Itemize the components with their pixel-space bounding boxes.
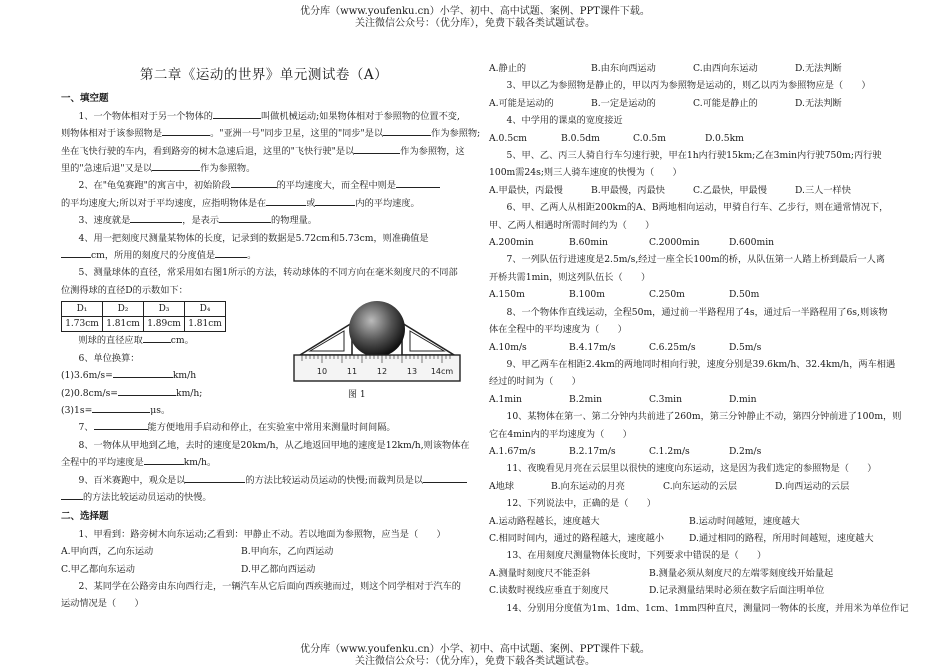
footer-line-2: 关注微信公众号：（优分库），免费下载各类试题试卷。 [355, 656, 595, 667]
text: 的方法比较运动员运动的快慢。 [83, 491, 212, 503]
ruler-label-12: 12 [376, 367, 388, 376]
header-line-2: 关注微信公众号：（优分库），免费下载各类试题试卷。 [355, 18, 595, 29]
c6-line-1: 6、甲、乙两人从相距200km的A、B两地相向运动，甲骑自行车、乙步行，则在通常情况下， [506, 202, 889, 214]
option-b[interactable]: B.测量必须从刻度尺的左端零刻度线开始量起 [649, 567, 834, 579]
option-b[interactable]: B.甲向东，乙向西运动 [241, 546, 334, 558]
c10-line-1: 10、某物体在第一、第二分钟内共前进了260m，第三分钟静止不动，第四分钟前进了100m，则 [506, 411, 902, 423]
c8-options [489, 339, 915, 356]
right-column [489, 60, 915, 617]
c13-options [489, 565, 915, 582]
q6-line-c [61, 402, 467, 419]
text: cm。 [170, 335, 194, 347]
text: (2)0.8cm/s= [61, 387, 118, 399]
q1-line-2 [61, 125, 481, 142]
footer-watermark [0, 644, 950, 668]
q7-line: 7、 能方便地用手启动和停止，在实验室中常用来测量时间间隔。 [61, 419, 467, 436]
option-b[interactable]: B.一定是运动的 [591, 97, 656, 109]
text: 则物体相对于该参照物是 [61, 128, 163, 140]
table-cell: 1.89cm [144, 317, 185, 332]
text: ，是表示 [182, 215, 220, 227]
text: 4、用一把刻度尺测量某物体的长度，记录到的数据是5.72cm和5.73cm，则准确值是 [78, 232, 429, 244]
option-c[interactable]: C.2000min [649, 237, 700, 249]
c4-question: 4、中学用的课桌的宽度接近 [506, 115, 623, 127]
c3-options [489, 95, 915, 112]
option-c[interactable]: C.可能是静止的 [693, 97, 758, 109]
text: 2、在"龟兔赛跑"的寓言中，初始阶段 [78, 180, 231, 192]
c1-options [61, 543, 467, 560]
answer-blank[interactable] [354, 143, 400, 154]
option-c[interactable]: C.乙最快，甲最慢 [693, 184, 767, 196]
c9-options [489, 391, 915, 408]
c6-line-2: 甲、乙两人相遇时所需时间约为（ ） [489, 219, 655, 231]
answer-blank[interactable] [61, 247, 91, 258]
section-choice: 二、选择题 [61, 511, 109, 523]
c5-line-2: 100m需24s;则三人骑车速度的快慢为（ ） [489, 167, 682, 179]
option-c[interactable]: C.由西向东运动 [693, 63, 758, 74]
c2-line-2: 运动情况是（ ） [61, 598, 144, 610]
option-b[interactable]: B.2min [569, 393, 603, 405]
text: 的平均速度大;所以对于平均速度，应指明物体是在 [61, 197, 267, 209]
q4-line-1 [61, 230, 467, 247]
text: (1)3.6m/s= [61, 370, 113, 382]
c4-options [489, 130, 915, 147]
q8-line-2 [61, 454, 467, 471]
text: 能方便地用手启动和停止，在实验室中常用来测量时间间隔。 [147, 422, 396, 434]
option-d[interactable]: D.5m/s [729, 341, 762, 353]
table-header-cell: D₄ [185, 302, 226, 317]
option-d[interactable]: D.0.5km [705, 132, 744, 144]
option-b[interactable]: B.由东向西运动 [591, 63, 656, 74]
ruler-label-10: 10 [316, 367, 328, 376]
option-c[interactable]: C.250m [649, 289, 685, 301]
table-header-row [62, 302, 226, 317]
table-cell: 1.81cm [103, 317, 144, 332]
header-watermark [0, 6, 950, 30]
q2-line-2 [61, 195, 467, 212]
page-title: 第二章《运动的世界》单元测试卷（A） [139, 67, 389, 83]
q1-line-3 [61, 143, 467, 160]
option-a[interactable]: A.1.67m/s [489, 445, 536, 457]
text: 。"亚洲一号"同步卫星，这里的"同步"是以 [210, 128, 384, 140]
option-b[interactable]: B.运动时间越短，速度越大 [689, 515, 800, 527]
text: 里的"急速后退"又是以 [61, 163, 153, 175]
option-a[interactable]: A.可能是运动的 [489, 97, 554, 109]
option-c[interactable]: C.向东运动的云层 [663, 480, 737, 492]
c8-line-1: 8、一个物体作直线运动，全程50m，通过前一半路程用了4s，通过后一半路程用了6s,则该物 [506, 306, 888, 318]
text: 8、一物体从甲地到乙地，去时的速度是20km/h，从乙地返回甲地的速度是12km/h,则该物体在 [78, 439, 470, 451]
option-d[interactable]: D.无法判断 [795, 97, 842, 109]
c10-options [489, 443, 915, 460]
answer-blank[interactable] [118, 385, 176, 396]
c12-options [489, 513, 915, 530]
answer-blank[interactable] [315, 195, 355, 206]
text: 1、一个物体相对于另一个物体的 [78, 110, 213, 122]
c9-line-1: 9、甲乙两车在相距2.4km的两地同时相向行驶，速度分别是39.6km/h、32.4km/h，两车相遇 [506, 358, 896, 370]
left-triangle-inner [310, 331, 344, 351]
table-header-cell: D₂ [103, 302, 144, 317]
answer-blank[interactable] [113, 367, 173, 378]
option-d[interactable]: D.甲乙都向西运动 [241, 563, 316, 575]
text: km/h [172, 370, 197, 382]
text: 坐在飞快行驶的车内，看到路旁的树木急速后退，这里的"飞快行驶"是以 [61, 145, 355, 157]
text: 6、单位换算： [78, 352, 140, 364]
c11-options [489, 478, 915, 495]
option-b[interactable]: B.60min [569, 237, 608, 249]
text: km/h; [176, 387, 203, 399]
text: cm，所用的刻度尺的分度值是 [91, 250, 216, 262]
answer-blank[interactable] [231, 177, 277, 188]
c13-options-2 [489, 582, 915, 599]
text: 或 [306, 197, 316, 209]
option-d[interactable]: D.记录测量结果时必须在数字后面注明单位 [649, 585, 825, 597]
option-d[interactable]: D.通过相同的路程，所用时间越短，速度越大 [689, 532, 874, 544]
text: 内的平均速度。 [355, 197, 420, 209]
answer-blank[interactable] [130, 212, 182, 223]
diameter-table [61, 301, 226, 332]
c10-line-2: 它在4min内的平均速度为（ ） [489, 428, 632, 440]
text: km/h。 [183, 457, 217, 469]
option-a[interactable]: A.1min [489, 393, 522, 405]
text: 的方法比较运动员运动的快慢;而裁判员是以 [245, 474, 424, 486]
option-a[interactable]: A.测量时刻度尺不能歪斜 [489, 567, 591, 579]
ball-icon [349, 301, 405, 357]
q9-line-1 [61, 472, 467, 489]
table-header-cell: D₃ [144, 302, 185, 317]
option-a[interactable]: A.运动路程越长，速度越大 [489, 515, 600, 527]
option-c[interactable]: C.读数时视线应垂直于刻度尺 [489, 585, 609, 597]
c2-options [489, 60, 915, 77]
option-a[interactable]: A.甲向西，乙向东运动 [61, 546, 154, 558]
answer-blank[interactable] [143, 332, 171, 343]
text: 的物理量。 [271, 215, 317, 227]
answer-blank[interactable] [162, 125, 210, 136]
answer-blank[interactable] [266, 195, 306, 206]
answer-blank[interactable] [219, 212, 271, 223]
c9-line-2: 经过的时间为（ ） [489, 376, 581, 388]
option-b[interactable]: B.4.17m/s [569, 341, 616, 353]
c3-question: 3、甲以乙为参照物是静止的，甲以丙为参照物是运动的，则乙以丙为参照物应是（ ） [506, 80, 871, 92]
c5-line-1: 5、甲、乙、丙三人骑自行车匀速行驶，甲在1h内行驶15km;乙在3min内行驶750m;丙行驶 [506, 150, 882, 162]
option-a[interactable]: A.200min [489, 237, 534, 249]
option-a[interactable]: A.0.5cm [489, 132, 528, 144]
option-a[interactable]: A.150m [489, 289, 525, 301]
header-line-1: 优分库（www.youfenku.cn）小学、初中、高中试题、案例、PPT课件下载。 [300, 6, 650, 17]
table-cell: 1.81cm [185, 317, 226, 332]
option-b[interactable]: B.0.5dm [561, 132, 600, 144]
option-d[interactable]: D.向西运动的云层 [775, 480, 850, 492]
table-header-cell: D₁ [62, 302, 103, 317]
option-c[interactable]: C.3min [649, 393, 683, 405]
figure-caption: 图 1 [348, 390, 366, 400]
option-c[interactable]: C.1.2m/s [649, 445, 690, 457]
figure-1 [292, 283, 462, 401]
c7-line-1: 7、一列队伍行进速度是2.5m/s,经过一座全长100m的桥，从队伍第一人踏上桥到最后一人离 [506, 254, 885, 266]
ruler-label-11: 11 [346, 367, 358, 376]
text: 5、测量球体的直径，常采用如右图1所示的方法，转动球体的不同方向在毫米刻度尺的不同部 [78, 267, 458, 279]
c13-question: 13、在用刻度尺测量物体长度时，下列要求中错误的是（ ） [506, 550, 767, 562]
option-c[interactable]: C.甲乙都向东运动 [61, 563, 135, 575]
c14-question: 14、分别用分度值为1m、1dm、1cm、1mm四种直尺，测量同一物体的长度，并用米为单位作记 [506, 602, 909, 614]
option-c[interactable]: C.相同时间内，通过的路程越大，速度越小 [489, 532, 664, 544]
answer-blank[interactable] [152, 160, 200, 171]
answer-blank[interactable] [61, 489, 83, 500]
text: 位测得球的直径D的示数如下： [61, 284, 188, 296]
answer-blank[interactable] [185, 472, 245, 483]
option-b[interactable]: B.2.17m/s [569, 445, 616, 457]
q5-line-1 [61, 264, 467, 281]
q4-line-2: cm，所用的刻度尺的分度值是 。 [61, 247, 467, 264]
option-c[interactable]: C.6.25m/s [649, 341, 696, 353]
text: 作为参照物; [431, 128, 481, 140]
c7-line-2: 开桥共需1min，则这列队伍长（ ） [489, 271, 651, 283]
footer-line-1: 优分库（www.youfenku.cn）小学、初中、高中试题、案例、PPT课件下载。 [300, 644, 650, 655]
text: 叫做机械运动;如果物体相对于参照物的位置不变, [260, 110, 460, 122]
text: 作为参照物，这 [400, 145, 465, 157]
c1-options-2 [61, 561, 467, 578]
option-d[interactable]: D.50m [729, 289, 760, 301]
q8-line-1 [61, 437, 470, 454]
option-d[interactable]: D.600min [729, 237, 775, 249]
q1-line-4 [61, 160, 467, 177]
c2-line-1: 2、某同学在公路旁由东向西行走，一辆汽车从它后面向西疾驰而过，则这个同学相对于汽车的 [78, 580, 461, 592]
answer-blank[interactable] [396, 177, 440, 188]
option-d[interactable]: D.三人一样快 [795, 184, 851, 196]
text: 9、百米赛跑中，观众是以 [78, 474, 186, 486]
answer-blank[interactable] [215, 247, 247, 258]
c8-line-2: 体在全程中的平均速度为（ ） [489, 324, 627, 336]
option-b[interactable]: B.向东运动的月亮 [551, 480, 625, 492]
q9-line-2 [61, 489, 467, 506]
q3-line [61, 212, 467, 229]
section-fill-in: 一、填空题 [61, 93, 109, 105]
option-b[interactable]: B.100m [569, 289, 605, 301]
c12-question: 12、下列说法中，正确的是（ ） [506, 498, 656, 510]
option-a[interactable]: A地球 [489, 480, 515, 492]
text: μs。 [150, 404, 171, 416]
option-d[interactable]: D.无法判断 [795, 63, 842, 74]
option-b[interactable]: B.甲最慢，丙最快 [591, 184, 665, 196]
answer-blank[interactable] [94, 419, 148, 430]
text: 则球的直径应取 [78, 335, 143, 347]
c7-options [489, 286, 915, 303]
answer-blank[interactable] [423, 472, 467, 483]
option-a[interactable]: A.10m/s [489, 341, 527, 353]
c11-question: 11、夜晚看见月亮在云层里以很快的速度向东运动，这是因为我们选定的参照物是（ ） [506, 463, 877, 475]
option-c[interactable]: C.0.5m [633, 132, 666, 144]
q2-line-1 [61, 177, 467, 194]
answer-blank[interactable] [144, 454, 184, 465]
text: 3、速度就是 [78, 215, 131, 227]
option-d[interactable]: D.min [729, 393, 757, 405]
table-row [62, 317, 226, 332]
text: 的平均速度大，而全程中则是 [276, 180, 397, 192]
text: 作为参照物。 [200, 163, 256, 175]
answer-blank[interactable] [213, 108, 261, 119]
option-d[interactable]: D.2m/s [729, 445, 762, 457]
text: 全程中的平均速度是 [61, 457, 144, 469]
option-a[interactable]: A.甲最快，丙最慢 [489, 184, 563, 196]
c1-question: 1、甲看到：路旁树木向东运动;乙看到：甲静止不动。若以地面为参照物，应当是（ ） [78, 528, 446, 540]
ruler-label-14: 14cm [430, 367, 454, 376]
option-a[interactable]: A.静止的 [489, 63, 527, 74]
right-triangle-inner [410, 331, 444, 351]
text: (3)1s= [61, 404, 93, 416]
answer-blank[interactable] [383, 125, 431, 136]
c6-options [489, 234, 915, 251]
answer-blank[interactable] [92, 402, 150, 413]
c12-options-2 [489, 530, 915, 547]
c5-options [489, 182, 915, 199]
ruler-label-13: 13 [406, 367, 418, 376]
table-cell: 1.73cm [62, 317, 103, 332]
q1-line-1 [61, 108, 467, 125]
ruler-ball-illustration [292, 283, 462, 389]
